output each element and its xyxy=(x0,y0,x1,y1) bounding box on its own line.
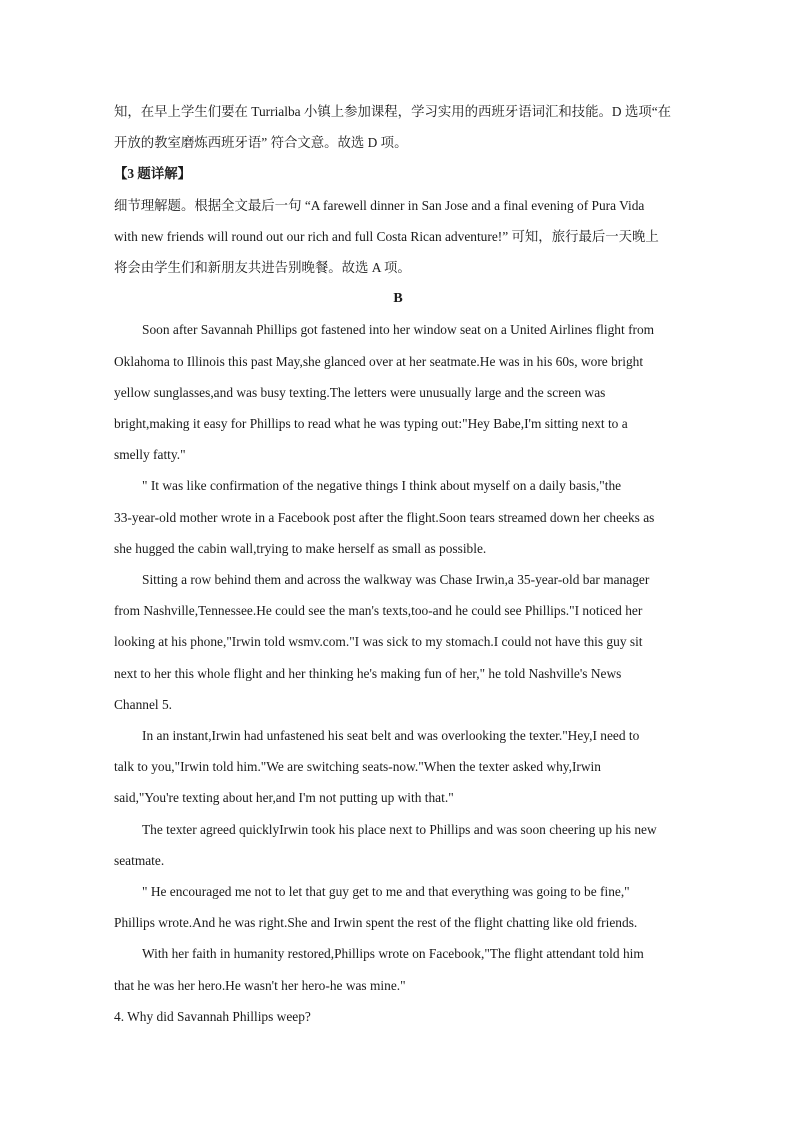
passage-line: talk to you,"Irwin told him."We are switching seats-now."When the texter asked why,Irwin xyxy=(114,759,601,775)
passage-line: Sitting a row behind them and across the walkway was Chase Irwin,a 35-year-old bar manager xyxy=(142,572,650,588)
q3-explanation-label: 【3 题详解】 xyxy=(114,166,191,182)
q3-explanation-line: with new friends will round out our rich and full Costa Rican adventure!” 可知，旅行最后一天晚上 xyxy=(114,228,659,244)
question-4 xyxy=(114,1001,682,1032)
passage-title: B xyxy=(393,291,403,307)
explanation-line: 开放的教室磨炼西班牙语” 符合文意。故选 D 项。 xyxy=(114,135,408,151)
passage-line: said,"You're texting about her,and I'm not putting up with that." xyxy=(114,790,454,806)
passage-line: next to her this whole flight and her thinking he's making fun of her," he told Nashville's News xyxy=(114,665,622,681)
passage-line: The texter agreed quicklyIrwin took his place next to Phillips and was soon cheering up his new xyxy=(142,821,657,837)
passage-line: Soon after Savannah Phillips got fastened into her window seat on a United Airlines flight from xyxy=(142,322,655,338)
q3-explanation-line: 将会由学生们和新朋友共进告别晚餐。故选 A 项。 xyxy=(114,260,411,276)
passage-line: from Nashville,Tennessee.He could see the man's texts,too-and he could see Phillips."I noticed her xyxy=(114,603,643,619)
passage-line: smelly fatty." xyxy=(114,447,186,463)
question-text: Why did Savannah Phillips weep? xyxy=(127,1008,311,1024)
passage-line: yellow sunglasses,and was busy texting.The letters were unusually large and the screen was xyxy=(114,384,606,400)
passage-line: that he was her hero.He wasn't her hero-he was mine." xyxy=(114,977,406,993)
passage-line: With her faith in humanity restored,Phillips wrote on Facebook,"The flight attendant told him xyxy=(142,946,644,962)
passage-line: 33-year-old mother wrote in a Facebook post after the flight.Soon tears streamed down her cheeks as xyxy=(114,509,655,525)
explanation-line: 知，在早上学生们要在 Turrialba 小镇上参加课程，学习实用的西班牙语词汇和技能。D 选项“在 xyxy=(114,104,672,119)
passage-line: " It was like confirmation of the negative things I think about myself on a daily basis,"the xyxy=(142,478,622,494)
passage-line: In an instant,Irwin had unfastened his seat belt and was overlooking the texter."Hey,I need to xyxy=(142,728,640,744)
question-number: 4. xyxy=(114,1008,125,1024)
passage-line: " He encouraged me not to let that guy get to me and that everything was going to be fine," xyxy=(142,884,630,900)
document-page xyxy=(114,96,682,1032)
passage-line: Channel 5. xyxy=(114,696,173,712)
passage-line: Oklahoma to Illinois this past May,she glanced over at her seatmate.He was in his 60s, wore bright xyxy=(114,353,644,369)
passage-line: Phillips wrote.And he was right.She and Irwin spent the rest of the flight chatting like old friends. xyxy=(114,915,638,931)
passage-line: she hugged the cabin wall,trying to make herself as small as possible. xyxy=(114,540,487,556)
q3-explanation-line: 细节理解题。根据全文最后一句 “A farewell dinner in San Jose and a final evening of Pura Vida xyxy=(114,197,645,213)
passage-line: looking at his phone,"Irwin told wsmv.com."I was sick to my stomach.I could not have this guy sit xyxy=(114,634,643,650)
passage-line: seatmate. xyxy=(114,852,165,868)
passage-line: bright,making it easy for Phillips to read what he was typing out:"Hey Babe,I'm sitting next to a xyxy=(114,416,628,432)
